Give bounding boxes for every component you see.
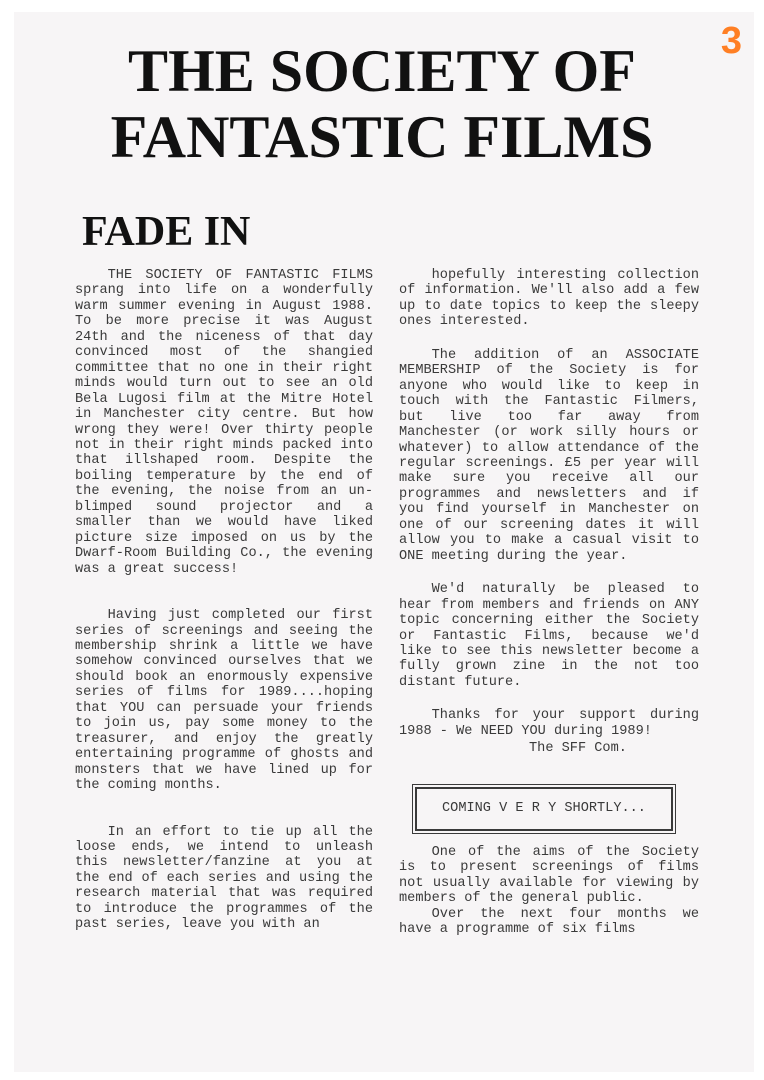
article-paragraph: The addition of an ASSOCIATE MEMBERSHIP of the Society is for anyone who would like to keep in touch with the Fantastic Filmers, but live too far away from Manchester (or work silly hours or whatever) to allow attendance of the regular screenings. £5 per year will make sure you receive all our programmes and newsletters and if you find yourself in Manchester on one of our screening dates it will allow you to make a casual visit to ONE meeting during the year. bbox=[399, 347, 699, 564]
article-paragraph: THE SOCIETY OF FANTASTIC FILMS sprang into life on a wonderfully warm summer evening in August 1988. To be more precise it was August 24th and the niceness of that day convinced most of the shangied committee that no one in their right minds would turn out to see an old Bela Lugosi film at the Mitre Hotel in Manchester city centre. But how wrong they were! Over thirty people not in their right minds packed into that illshaped room. Despite the boiling temperature by the end of the evening, the noise from an un-blimped sound projector and a smaller than we would have liked picture size imposed on us by the Dwarf-Room Building Co., the evening was a great success! bbox=[75, 268, 373, 577]
signature: The SFF Com. bbox=[529, 741, 627, 757]
article-paragraph: Thanks for your support during 1988 - We NEED YOU during 1989! bbox=[399, 708, 699, 739]
title-line-1: THE SOCIETY OF bbox=[128, 38, 636, 104]
title-line-2: FANTASTIC FILMS bbox=[110, 104, 654, 170]
article-paragraph: Over the next four months we have a programme of six films bbox=[399, 906, 699, 937]
article-paragraph: In an effort to tie up all the loose ends, we intend to unleash this newsletter/fanzine at you at the end of each series and using the research material that was required to introduce the programmes of the past series, leave you with an bbox=[75, 824, 373, 933]
article-paragraph: We'd naturally be pleased to hear from members and friends on ANY topic concerning either the Society or Fantastic Films, because we'd like to see this newsletter become a fully grown zine in the not too distant future. bbox=[399, 582, 699, 690]
newsletter-title bbox=[0, 38, 764, 170]
article-paragraph: One of the aims of the Society is to present screenings of films not usually available for viewing by members of the general public. bbox=[399, 844, 699, 907]
coming-shortly-box: COMING V E R Y SHORTLY... bbox=[415, 787, 673, 831]
section-heading: FADE IN bbox=[82, 209, 251, 255]
right-column bbox=[399, 268, 699, 937]
article-paragraph: hopefully interesting collection of information. We'll also add a few up to date topics to keep the sleepy ones interested. bbox=[399, 268, 699, 330]
page-number: 3 bbox=[720, 20, 742, 62]
left-column bbox=[75, 268, 373, 933]
article-paragraph: Having just completed our first series of screenings and seeing the membership shrink a little we have somehow convinced ourselves that we should book an enormously expensive series of films for 1989....hoping that YOU can persuade your friends to join us, pay some money to the treasurer, and enjoy the greatly entertaining programme of ghosts and monsters that we have lined up for the coming months. bbox=[75, 608, 373, 794]
